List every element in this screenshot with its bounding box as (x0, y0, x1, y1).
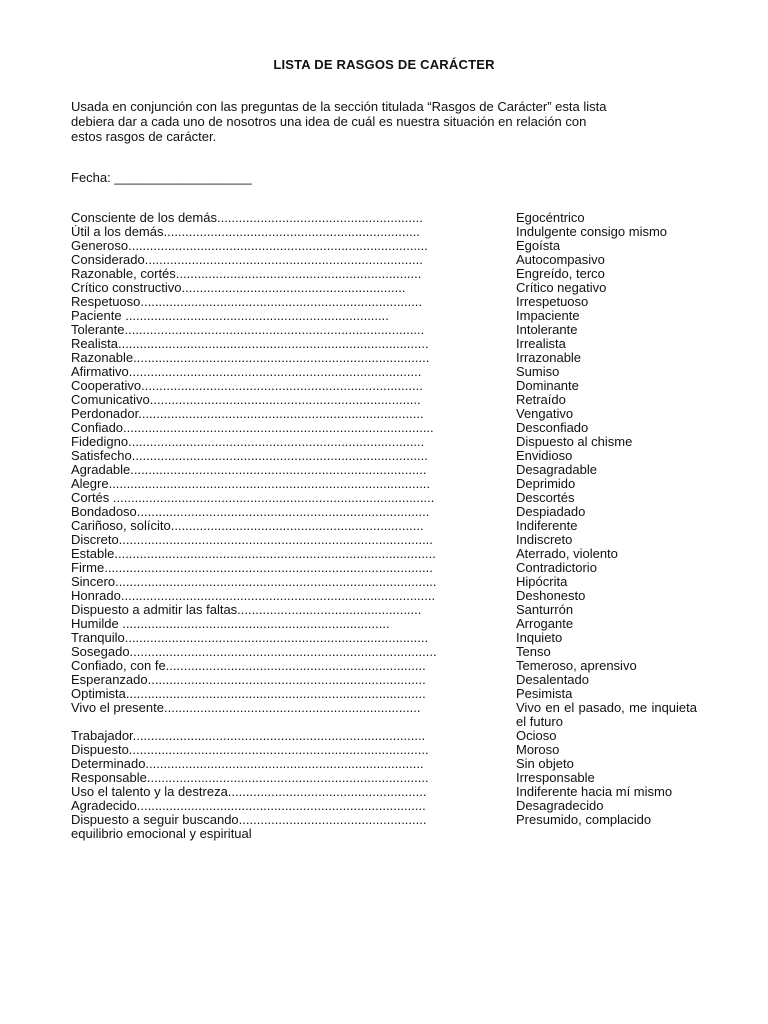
trait-negative: Desconfiado (516, 420, 589, 435)
trait-positive (71, 729, 491, 743)
trait-positive-label: Tolerante................................................................................... (71, 323, 425, 337)
trait-positive-label: Firme........................................................................................... (71, 561, 433, 575)
trait-positive (71, 253, 491, 267)
trait-positive-label: Honrado....................................................................................... (71, 589, 436, 603)
trait-negative: Envidioso (516, 448, 573, 463)
trait-negative: Autocompasivo (516, 252, 605, 267)
trait-negative: Pesimista (516, 686, 573, 701)
trait-positive-label: Determinado............................................................................. (71, 757, 424, 771)
trait-positive (71, 785, 491, 799)
trait-positive (71, 421, 491, 435)
trait-positive-label: Confiado...................................................................................... (71, 421, 434, 435)
trait-positive (71, 225, 491, 239)
trait-row (71, 463, 697, 477)
trait-positive-label: Dispuesto................................................................................... (71, 743, 429, 757)
trait-positive (71, 435, 491, 449)
trait-positive-label: Confiado, con fe........................................................................ (71, 659, 426, 673)
trait-positive (71, 337, 491, 351)
trait-negative: Irresponsable (516, 770, 595, 785)
trait-positive-label: Razonable, cortés.................................................................... (71, 267, 422, 281)
trait-negative: Arrogante (516, 616, 574, 631)
trait-positive-continuation: equilibrio emocional y espiritual (71, 826, 252, 841)
trait-row (71, 435, 697, 449)
trait-positive-label: Dispuesto a seguir buscando.................................................... (71, 813, 427, 827)
trait-negative: Ocioso (516, 728, 557, 743)
trait-negative: Retraído (516, 392, 566, 407)
trait-negative: Aterrado, violento (516, 546, 618, 561)
trait-positive-label: Respetuoso.............................................................................. (71, 295, 423, 309)
trait-positive (71, 281, 491, 295)
trait-negative: Engreído, terco (516, 266, 605, 281)
trait-row (71, 393, 697, 407)
trait-row (71, 687, 697, 701)
trait-negative: Contradictorio (516, 560, 597, 575)
trait-positive-label: Considerado............................................................................. (71, 253, 423, 267)
trait-negative: Hipócrita (516, 574, 568, 589)
trait-positive-label: Cariñoso, solícito...................................................................... (71, 519, 424, 533)
trait-positive (71, 379, 491, 393)
trait-row (71, 477, 697, 491)
trait-positive-label: Vivo el presente....................................................................... (71, 701, 421, 715)
trait-row (71, 575, 697, 589)
trait-positive-label: Consciente de los demás......................................................... (71, 211, 423, 225)
trait-negative: Crítico negativo (516, 280, 607, 295)
trait-negative: Presumido, complacido (516, 812, 652, 827)
trait-negative: Descortés (516, 490, 575, 505)
trait-positive-label: Agradable.................................................................................. (71, 463, 427, 477)
trait-negative: Dominante (516, 378, 579, 393)
trait-row (71, 771, 697, 785)
trait-negative: Inquieto (516, 630, 563, 645)
trait-positive-label: Generoso................................................................................... (71, 239, 428, 253)
trait-row (71, 659, 697, 673)
trait-row (71, 813, 697, 841)
trait-positive-label: Razonable.................................................................................. (71, 351, 430, 365)
trait-positive-label: Cooperativo.............................................................................. (71, 379, 423, 393)
trait-positive (71, 323, 491, 337)
trait-row (71, 533, 697, 547)
trait-positive-label: Trabajador................................................................................. (71, 729, 426, 743)
trait-row (71, 631, 697, 645)
trait-row (71, 589, 697, 603)
trait-positive-label: Agradecido................................................................................ (71, 799, 426, 813)
trait-positive-label: Responsable.............................................................................. (71, 771, 429, 785)
trait-row (71, 799, 697, 813)
trait-positive (71, 687, 491, 701)
trait-positive (71, 449, 491, 463)
trait-positive (71, 547, 491, 561)
trait-row (71, 211, 697, 225)
trait-positive (71, 239, 491, 253)
trait-positive (71, 463, 491, 477)
trait-positive-label: Satisfecho.................................................................................. (71, 449, 428, 463)
trait-positive-label: Crítico constructivo.............................................................. (71, 281, 406, 295)
trait-positive (71, 645, 491, 659)
trait-positive (71, 351, 491, 365)
trait-row (71, 519, 697, 533)
trait-negative: Egocéntrico (516, 210, 585, 225)
trait-positive (71, 575, 491, 589)
trait-positive-label: Humilde .......................................................................... (71, 617, 390, 631)
trait-positive (71, 813, 491, 841)
trait-positive-label: Sosegado..................................................................................... (71, 645, 437, 659)
trait-positive-label: Afirmativo................................................................................. (71, 365, 422, 379)
trait-negative: Vivo en el pasado, me inquieta el futuro (516, 700, 697, 729)
trait-positive-label: Realista...................................................................................... (71, 337, 429, 351)
trait-row (71, 225, 697, 239)
trait-positive (71, 309, 491, 323)
trait-negative: Egoísta (516, 238, 561, 253)
trait-row (71, 323, 697, 337)
trait-positive-label: Comunicativo........................................................................... (71, 393, 421, 407)
trait-row (71, 407, 697, 421)
trait-row (71, 561, 697, 575)
trait-positive (71, 211, 491, 225)
trait-positive-label: Tranquilo.................................................................................... (71, 631, 429, 645)
trait-negative: Indiferente hacia mí mismo (516, 784, 673, 799)
trait-row (71, 729, 697, 743)
trait-negative: Moroso (516, 742, 560, 757)
trait-positive-label: Bondadoso................................................................................. (71, 505, 430, 519)
trait-row (71, 351, 697, 365)
trait-positive-label: Esperanzado............................................................................. (71, 673, 426, 687)
trait-positive-label: Perdonador............................................................................... (71, 407, 424, 421)
trait-positive-label: Cortés ......................................................................................... (71, 491, 435, 505)
trait-negative: Desagradecido (516, 798, 604, 813)
trait-positive-label: Optimista................................................................................... (71, 687, 426, 701)
trait-row (71, 295, 697, 309)
trait-negative: Irrazonable (516, 350, 582, 365)
trait-negative: Desalentado (516, 672, 589, 687)
trait-positive-label: Dispuesto a admitir las faltas................................................... (71, 603, 422, 617)
trait-positive (71, 701, 491, 715)
trait-negative: Santurrón (516, 602, 574, 617)
trait-row (71, 547, 697, 561)
intro-line: Usada en conjunción con las preguntas de la sección titulada “Rasgos de Carácter” esta lista (71, 99, 607, 114)
trait-negative: Indiscreto (516, 532, 573, 547)
trait-positive (71, 393, 491, 407)
trait-negative: Sumiso (516, 364, 560, 379)
intro-paragraph (71, 99, 701, 144)
trait-positive (71, 799, 491, 813)
trait-row (71, 617, 697, 631)
trait-row (71, 449, 697, 463)
trait-negative: Intolerante (516, 322, 578, 337)
trait-row (71, 603, 697, 617)
trait-positive-label: Sincero......................................................................................... (71, 575, 437, 589)
trait-positive-label: Discreto....................................................................................... (71, 533, 433, 547)
trait-negative: Indiferente (516, 518, 578, 533)
trait-negative: Despiadado (516, 504, 586, 519)
trait-negative: Deprimido (516, 476, 576, 491)
trait-positive (71, 533, 491, 547)
trait-negative: Irrespetuoso (516, 294, 589, 309)
traits-list (71, 211, 697, 841)
trait-row (71, 239, 697, 253)
trait-row (71, 743, 697, 757)
trait-row (71, 701, 697, 729)
trait-row (71, 785, 697, 799)
trait-positive (71, 477, 491, 491)
trait-negative: Vengativo (516, 406, 574, 421)
trait-row (71, 757, 697, 771)
trait-positive-label: Alegre......................................................................................... (71, 477, 431, 491)
trait-row (71, 309, 697, 323)
trait-positive-label: Fidedigno.................................................................................. (71, 435, 425, 449)
trait-positive (71, 295, 491, 309)
trait-negative: Deshonesto (516, 588, 586, 603)
trait-row (71, 365, 697, 379)
document-title: LISTA DE RASGOS DE CARÁCTER (273, 57, 495, 72)
trait-row (71, 491, 697, 505)
trait-row (71, 267, 697, 281)
trait-positive (71, 505, 491, 519)
trait-row (71, 505, 697, 519)
trait-positive (71, 365, 491, 379)
trait-positive (71, 617, 491, 631)
trait-positive-label: Estable......................................................................................... (71, 547, 436, 561)
date-field-line: Fecha: ___________________ (71, 170, 252, 185)
trait-negative: Desagradable (516, 462, 597, 477)
trait-row (71, 281, 697, 295)
trait-row (71, 253, 697, 267)
trait-positive (71, 659, 491, 673)
trait-positive (71, 561, 491, 575)
trait-positive (71, 631, 491, 645)
trait-positive (71, 491, 491, 505)
trait-negative: Dispuesto al chisme (516, 434, 633, 449)
trait-positive (71, 771, 491, 785)
trait-row (71, 337, 697, 351)
intro-line: debiera dar a cada uno de nosotros una idea de cuál es nuestra situación en relación con (71, 114, 587, 129)
trait-positive (71, 673, 491, 687)
trait-positive (71, 743, 491, 757)
trait-positive (71, 603, 491, 617)
trait-positive (71, 407, 491, 421)
trait-positive-label: Útil a los demás....................................................................... (71, 225, 420, 239)
trait-negative: Sin objeto (516, 756, 574, 771)
trait-negative: Irrealista (516, 336, 566, 351)
trait-positive-label: Uso el talento y la destreza....................................................... (71, 785, 427, 799)
trait-positive (71, 267, 491, 281)
trait-positive (71, 589, 491, 603)
trait-negative: Impaciente (516, 308, 580, 323)
trait-row (71, 645, 697, 659)
trait-row (71, 379, 697, 393)
trait-row (71, 421, 697, 435)
trait-positive (71, 757, 491, 771)
trait-row (71, 673, 697, 687)
trait-negative: Indulgente consigo mismo (516, 224, 668, 239)
trait-negative: Temeroso, aprensivo (516, 658, 637, 673)
trait-positive-label: Paciente ......................................................................... (71, 309, 389, 323)
intro-line: estos rasgos de carácter. (71, 129, 217, 144)
trait-negative: Tenso (516, 644, 551, 659)
trait-positive (71, 519, 491, 533)
